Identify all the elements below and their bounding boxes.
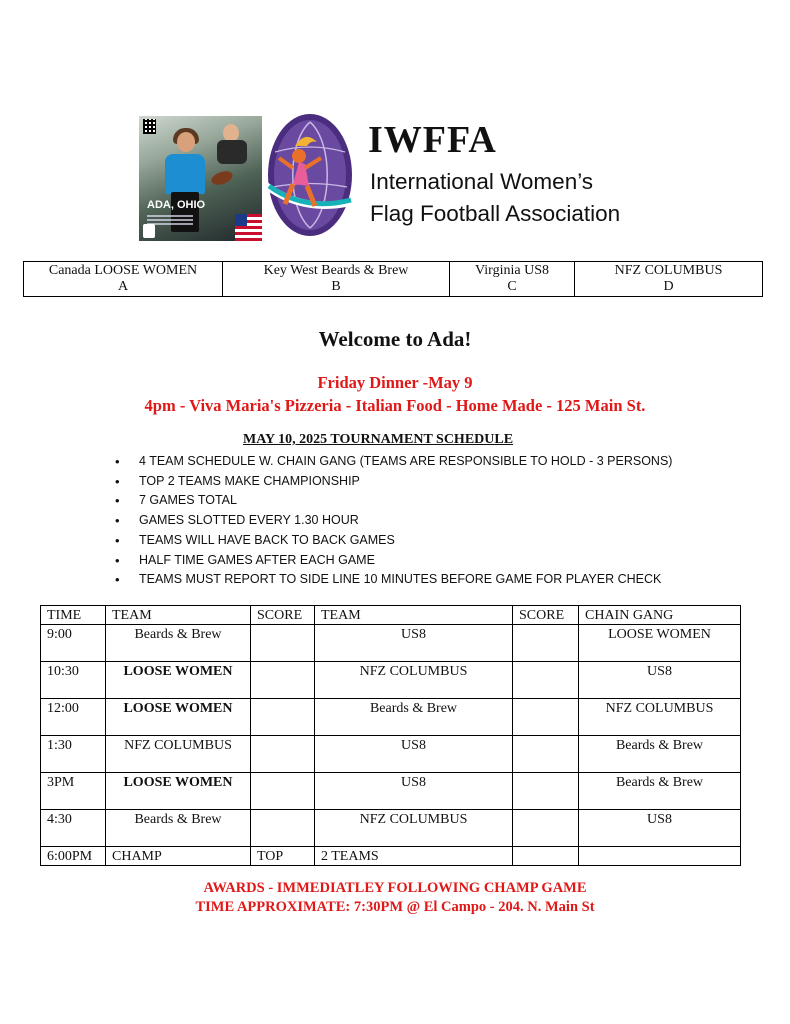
note-item: • GAMES SLOTTED EVERY 1.30 HOUR bbox=[115, 511, 672, 531]
column-header: SCORE bbox=[513, 606, 579, 625]
game-team2: US8 bbox=[315, 625, 513, 662]
game-score2 bbox=[513, 736, 579, 773]
game-time: 9:00 bbox=[41, 625, 106, 662]
game-team1: NFZ COLUMBUS bbox=[106, 736, 251, 773]
note-item: • 4 TEAM SCHEDULE W. CHAIN GANG (TEAMS ARE RESPONSIBLE TO HOLD - 3 PERSONS) bbox=[115, 452, 672, 472]
table-row bbox=[41, 625, 741, 662]
game-score1: TOP bbox=[251, 847, 315, 866]
note-item: • TOP 2 TEAMS MAKE CHAMPIONSHIP bbox=[115, 472, 672, 492]
game-chain-gang bbox=[579, 847, 741, 866]
game-score1 bbox=[251, 625, 315, 662]
game-score1 bbox=[251, 662, 315, 699]
game-score2 bbox=[513, 847, 579, 866]
poster-city-label: ADA, OHIO bbox=[147, 199, 206, 211]
awards-title: AWARDS - IMMEDIATLEY FOLLOWING CHAMP GAME bbox=[203, 880, 587, 896]
game-score2 bbox=[513, 810, 579, 847]
game-chain-gang: NFZ COLUMBUS bbox=[579, 699, 741, 736]
qr-code-icon bbox=[143, 119, 156, 134]
dinner-title: Friday Dinner -May 9 bbox=[317, 373, 473, 392]
note-item: • TEAMS MUST REPORT TO SIDE LINE 10 MINUTES BEFORE GAME FOR PLAYER CHECK bbox=[115, 570, 672, 590]
player-figure bbox=[163, 126, 205, 236]
game-team2: NFZ COLUMBUS bbox=[315, 810, 513, 847]
game-team1: Beards & Brew bbox=[106, 625, 251, 662]
dinner-details: 4pm - Viva Maria's Pizzeria - Italian Food - Home Made - 125 Main St. bbox=[144, 396, 646, 415]
game-time: 3PM bbox=[41, 773, 106, 810]
schedule-title: MAY 10, 2025 TOURNAMENT SCHEDULE bbox=[243, 432, 514, 447]
game-team2: US8 bbox=[315, 736, 513, 773]
table-row bbox=[41, 847, 741, 866]
game-chain-gang: US8 bbox=[579, 810, 741, 847]
game-time: 4:30 bbox=[41, 810, 106, 847]
brand-subtitle bbox=[370, 166, 620, 230]
brand-subtitle-line1: International Women’s bbox=[370, 169, 594, 194]
column-header: TEAM bbox=[315, 606, 513, 625]
game-team1: LOOSE WOMEN bbox=[106, 662, 251, 699]
game-team2: Beards & Brew bbox=[315, 699, 513, 736]
game-score1 bbox=[251, 699, 315, 736]
brand-title: IWFFA bbox=[368, 119, 497, 161]
football-icon bbox=[210, 169, 235, 188]
game-score2 bbox=[513, 625, 579, 662]
game-time: 6:00PM bbox=[41, 847, 106, 866]
game-chain-gang: US8 bbox=[579, 662, 741, 699]
game-team2: NFZ COLUMBUS bbox=[315, 662, 513, 699]
divisions-table bbox=[23, 261, 763, 297]
game-team1: LOOSE WOMEN bbox=[106, 699, 251, 736]
us-flag-icon bbox=[235, 214, 262, 241]
division-cell: Canada LOOSE WOMEN A bbox=[24, 262, 223, 297]
badge-icon bbox=[143, 224, 155, 238]
table-row bbox=[41, 810, 741, 847]
game-score1 bbox=[251, 810, 315, 847]
note-item: • HALF TIME GAMES AFTER EACH GAME bbox=[115, 551, 672, 571]
table-row bbox=[41, 773, 741, 810]
game-team2: 2 TEAMS bbox=[315, 847, 513, 866]
column-header: TEAM bbox=[106, 606, 251, 625]
game-time: 12:00 bbox=[41, 699, 106, 736]
division-cell: NFZ COLUMBUS D bbox=[575, 262, 763, 297]
event-poster-image bbox=[139, 116, 262, 241]
game-team1: LOOSE WOMEN bbox=[106, 773, 251, 810]
game-score2 bbox=[513, 699, 579, 736]
schedule-notes-list bbox=[115, 452, 672, 590]
table-header-row bbox=[41, 606, 741, 625]
game-score1 bbox=[251, 773, 315, 810]
note-item: • TEAMS WILL HAVE BACK TO BACK GAMES bbox=[115, 531, 672, 551]
iwffa-football-logo bbox=[265, 112, 355, 238]
game-chain-gang: LOOSE WOMEN bbox=[579, 625, 741, 662]
game-team1: CHAMP bbox=[106, 847, 251, 866]
brand-subtitle-line2: Flag Football Association bbox=[370, 201, 621, 226]
game-score1 bbox=[251, 736, 315, 773]
table-row bbox=[41, 662, 741, 699]
game-score2 bbox=[513, 773, 579, 810]
game-time: 1:30 bbox=[41, 736, 106, 773]
column-header: SCORE bbox=[251, 606, 315, 625]
games-schedule-table bbox=[40, 605, 741, 866]
awards-details: TIME APPROXIMATE: 7:30PM @ El Campo - 204. N. Main St bbox=[195, 899, 595, 915]
column-header: CHAIN GANG bbox=[579, 606, 741, 625]
column-header: TIME bbox=[41, 606, 106, 625]
player-figure-background bbox=[217, 124, 247, 164]
game-time: 10:30 bbox=[41, 662, 106, 699]
game-score2 bbox=[513, 662, 579, 699]
division-cell: Virginia US8 C bbox=[450, 262, 575, 297]
game-team2: US8 bbox=[315, 773, 513, 810]
game-chain-gang: Beards & Brew bbox=[579, 773, 741, 810]
note-item: • 7 GAMES TOTAL bbox=[115, 491, 672, 511]
division-cell: Key West Beards & Brew B bbox=[223, 262, 450, 297]
welcome-heading: Welcome to Ada! bbox=[318, 327, 472, 351]
table-row bbox=[41, 699, 741, 736]
game-chain-gang: Beards & Brew bbox=[579, 736, 741, 773]
game-team1: Beards & Brew bbox=[106, 810, 251, 847]
table-row bbox=[41, 736, 741, 773]
